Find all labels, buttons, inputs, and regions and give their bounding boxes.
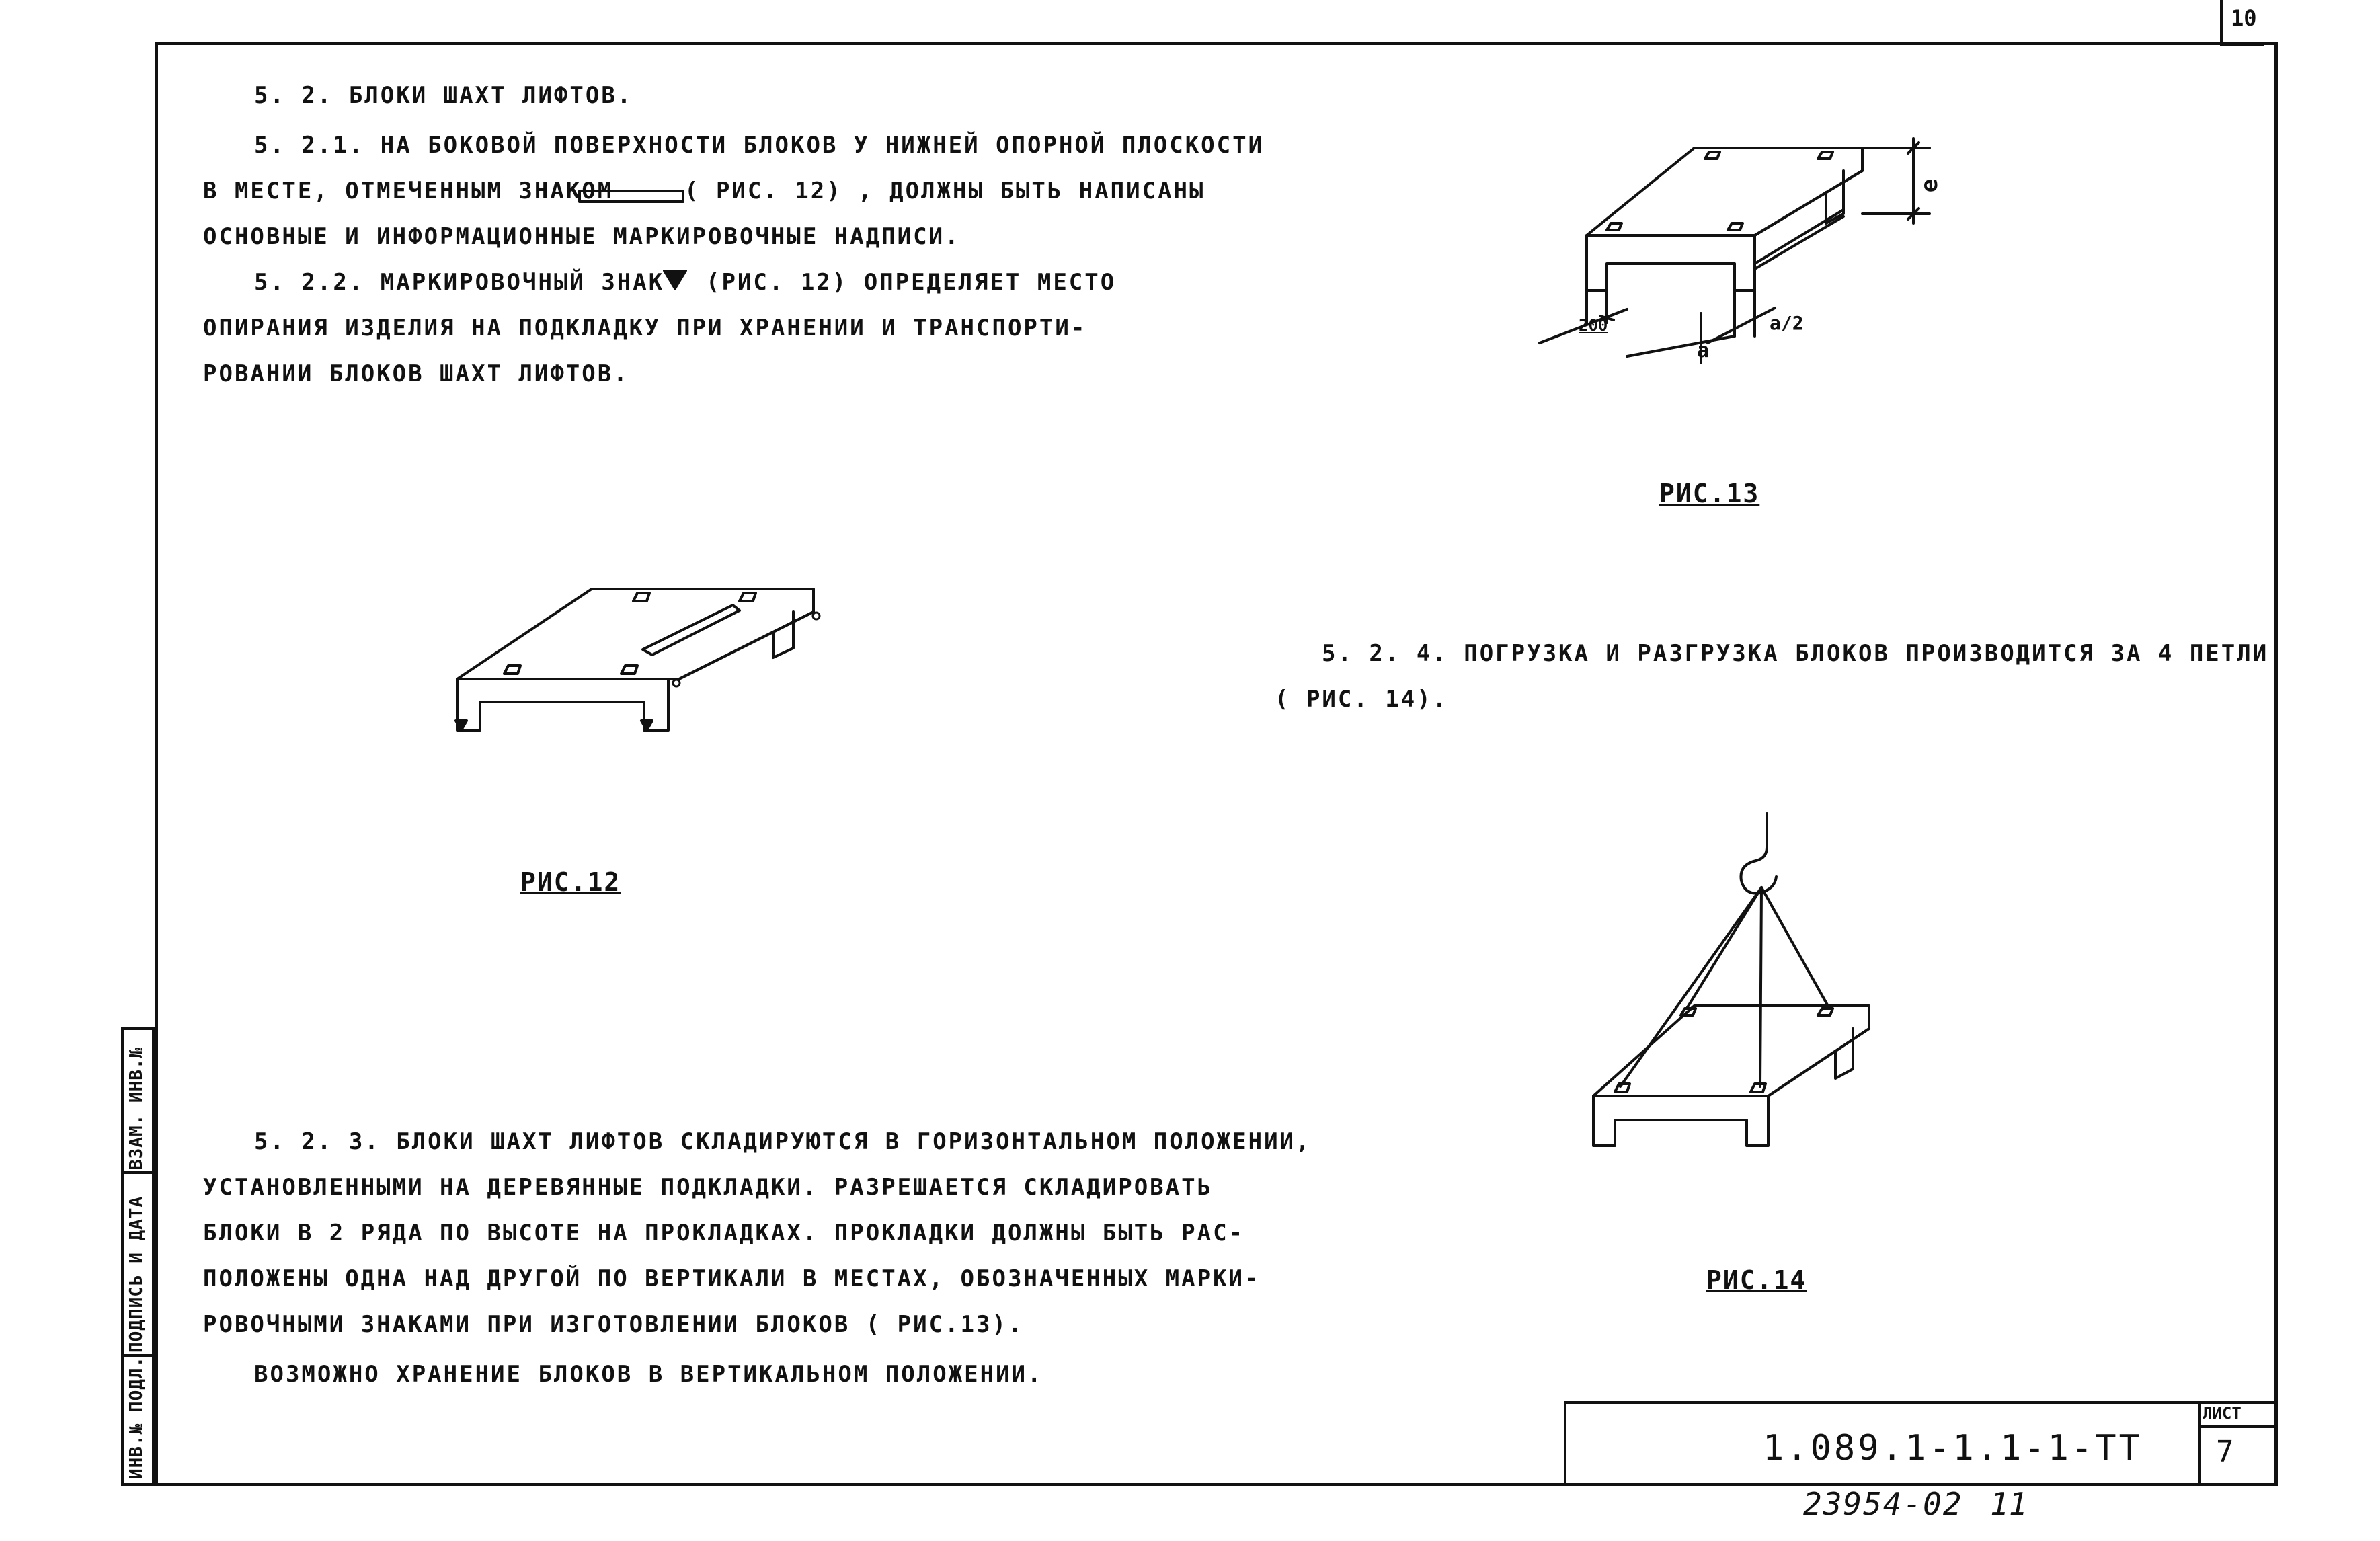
side-label-vzam: ВЗАМ. ИНВ.№ xyxy=(126,1046,147,1170)
p521-line-2b: ( РИС. 12) , ДОЛЖНЫ БЫТЬ НАПИСАНЫ xyxy=(684,177,1205,204)
figure-13-dim-200: 200 xyxy=(1579,316,1608,335)
side-label-podpis: ПОДПИСЬ И ДАТА xyxy=(126,1195,147,1353)
p521-line-3: ОСНОВНЫЕ И ИНФОРМАЦИОННЫЕ МАРКИРОВОЧНЫЕ НАДПИСИ. xyxy=(203,223,961,250)
figure-14-caption: РИС.14 xyxy=(1706,1265,1807,1295)
p523-line-1: 5. 2. 3. БЛОКИ ШАХТ ЛИФТОВ СКЛАДИРУЮТСЯ В ГОРИЗОНТАЛЬНОМ ПОЛОЖЕНИИ, xyxy=(254,1128,1312,1155)
figure-14-lifting-drawing xyxy=(1580,807,1889,1156)
marking-sign-rectangle xyxy=(578,190,684,203)
p521-line-1: 5. 2.1. НА БОКОВОЙ ПОВЕРХНОСТИ БЛОКОВ У НИЖНЕЙ ОПОРНОЙ ПЛОСКОСТИ xyxy=(254,132,1265,159)
sheet-number: 7 xyxy=(2216,1435,2234,1469)
figure-13-caption: РИС.13 xyxy=(1659,479,1760,508)
p522-line-3: РОВАНИИ БЛОКОВ ШАХТ ЛИФТОВ. xyxy=(203,360,629,387)
bottom-suffix: 11 xyxy=(1990,1486,2028,1522)
p523-line-2: УСТАНОВЛЕННЫМИ НА ДЕРЕВЯННЫЕ ПОДКЛАДКИ. РАЗРЕШАЕТСЯ СКЛАДИРОВАТЬ xyxy=(203,1174,1214,1201)
figure-13-dim-e: е xyxy=(1916,178,1944,193)
p524-line-1: 5. 2. 4. ПОГРУЗКА И РАЗГРУЗКА БЛОКОВ ПРОИЗВОДИТСЯ ЗА 4 ПЕТЛИ xyxy=(1322,640,2269,667)
side-label-inv-podl: ИНВ.№ ПОДЛ. xyxy=(126,1355,147,1479)
figure-12-block-drawing xyxy=(444,578,834,753)
sheet-label: ЛИСТ xyxy=(2203,1404,2242,1423)
bottom-number: 23954-02 xyxy=(1803,1486,1963,1522)
figure-13-dim-a: а xyxy=(1697,339,1710,362)
figure-12-caption: РИС.12 xyxy=(520,867,621,897)
p523-line-6: ВОЗМОЖНО ХРАНЕНИЕ БЛОКОВ В ВЕРТИКАЛЬНОМ ПОЛОЖЕНИИ. xyxy=(254,1361,1043,1388)
p524-line-2: ( РИС. 14). xyxy=(1275,686,1449,713)
p523-line-3: БЛОКИ В 2 РЯДА ПО ВЫСОТЕ НА ПРОКЛАДКАХ. ПРОКЛАДКИ ДОЛЖНЫ БЫТЬ РАС- xyxy=(203,1220,1245,1247)
p522-line-2: ОПИРАНИЯ ИЗДЕЛИЯ НА ПОДКЛАДКУ ПРИ ХРАНЕНИИ И ТРАНСПОРТИ- xyxy=(203,315,1087,342)
document-code: 1.089.1-1.1-1-ТТ xyxy=(1763,1428,2143,1468)
p522-line-1b: (РИС. 12) ОПРЕДЕЛЯЕТ МЕСТО xyxy=(706,269,1117,296)
section-heading: 5. 2. БЛОКИ ШАХТ ЛИФТОВ. xyxy=(254,82,633,109)
p523-line-5: РОВОЧНЫМИ ЗНАКАМИ ПРИ ИЗГОТОВЛЕНИИ БЛОКОВ ( РИС.13). xyxy=(203,1311,1024,1338)
marking-triangle-icon xyxy=(663,270,687,293)
figure-13-block-drawing xyxy=(1533,134,1963,377)
figure-13-dim-a2: а/2 xyxy=(1770,312,1804,334)
p523-line-4: ПОЛОЖЕНЫ ОДНА НАД ДРУГОЙ ПО ВЕРТИКАЛИ В МЕСТАХ, ОБОЗНАЧЕННЫХ МАРКИ- xyxy=(203,1265,1261,1292)
sheet-divider xyxy=(2198,1425,2278,1428)
page-number: 10 xyxy=(2231,5,2257,31)
p522-line-1a: 5. 2.2. МАРКИРОВОЧНЫЙ ЗНАК xyxy=(254,269,665,296)
p521-line-2a: В МЕСТЕ, ОТМЕЧЕННЫМ ЗНАКОМ xyxy=(203,177,614,204)
